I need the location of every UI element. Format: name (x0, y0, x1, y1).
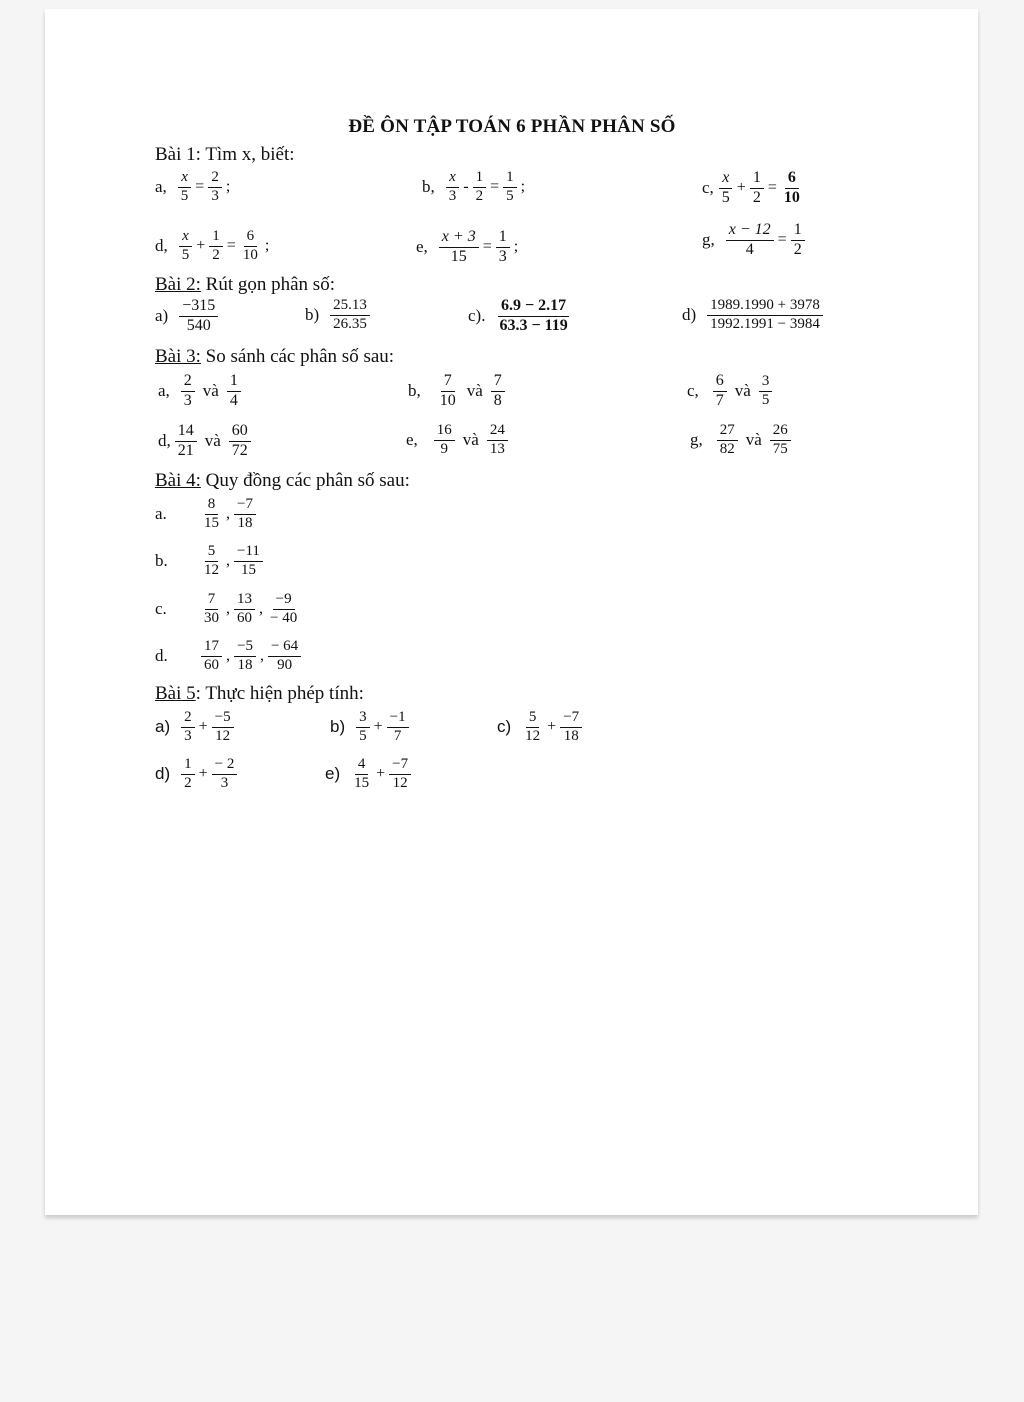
bai4-item-a: a. $\frac{8}{15}$ , $\frac{-7}{18}$ (155, 497, 258, 532)
bai4-heading: Bài 4: Quy đồng các phân số sau: (155, 470, 410, 491)
item-label: b, (408, 381, 421, 401)
fraction: $\frac{24}{13}$ (487, 423, 508, 458)
fraction: $\frac{1}{2}$ (209, 229, 223, 264)
bai5-heading: Bài 5: Thực hiện phép tính: (155, 683, 364, 704)
item-label: c. (155, 599, 167, 619)
bai3-item-e: e, $\frac{16}{9}$ và $\frac{24}{13}$ (406, 423, 510, 458)
bai3-heading: Bài 3: So sánh các phân số sau: (155, 346, 395, 367)
item-label: d) (155, 764, 171, 784)
fraction: $\frac{1}{2}$ (750, 170, 764, 207)
fraction: $\frac{7}{30}$ (204, 591, 219, 626)
fraction: $\frac{7}{8}$ (491, 373, 505, 410)
fraction: $\frac{26}{75}$ (770, 423, 791, 458)
bai2-heading: Bài 2: Rút gọn phân số: (155, 274, 335, 295)
fraction: $\frac{-7}{12}$ (389, 757, 411, 792)
fraction: $\frac{17}{60}$ (201, 639, 222, 674)
fraction: $\frac{5}{12}$ (525, 709, 541, 744)
bai1-heading: Bài 1: Tìm x, biết: (155, 144, 295, 165)
bai3-item-a: a, $\frac{2}{3}$ và $\frac{1}{4}$ (158, 373, 243, 410)
fraction: $\frac{-11}{15}$ (234, 544, 263, 579)
fraction: $\frac{16}{9}$ (434, 423, 455, 458)
item-label: c). (468, 306, 486, 326)
item-label: a) (155, 306, 169, 326)
item-label: e, (406, 430, 418, 450)
item-label: a, (155, 177, 167, 197)
item-label: a) (155, 717, 171, 737)
bai5-item-c: c) $\frac{5}{12}$ + $\frac{-7}{18}$ (497, 710, 584, 745)
bai5-item-e: e) $\frac{4}{15}$ + $\frac{-7}{12}$ (325, 757, 413, 792)
item-label: a, (158, 381, 170, 401)
fraction: $\frac{8}{15}$ (204, 496, 219, 531)
fraction: $\frac{1}{5}$ (503, 170, 517, 205)
item-label: d, (155, 236, 168, 256)
item-label: d. (155, 646, 168, 666)
fraction: $\frac{1}{2}$ (791, 222, 805, 259)
fraction: $\frac{-5}{18}$ (234, 639, 256, 674)
item-label: c) (497, 717, 512, 737)
fraction: $\frac{-5}{12}$ (212, 710, 234, 745)
item-label: a. (155, 504, 167, 524)
fraction: $\frac{-315}{540}$ (179, 298, 218, 335)
page-title: ĐỀ ÔN TẬP TOÁN 6 PHẦN PHÂN SỐ (348, 116, 676, 137)
item-label: e, (416, 237, 428, 257)
fraction: $\frac{x}{5}$ (719, 170, 733, 207)
fraction: $\frac{x}{5}$ (179, 229, 193, 264)
item-label: c, (687, 381, 699, 401)
fraction: $\frac{2}{3}$ (181, 710, 195, 745)
bai4-item-b: b. $\frac{5}{12}$ , $\frac{-11}{15}$ (155, 544, 265, 579)
item-label: d) (682, 305, 697, 325)
bai1-item-b: b, $\frac{x}{3}$ - $\frac{1}{2}$ = $\frac{1}{5}$ ; (422, 169, 526, 204)
bai3-item-b: b, $\frac{7}{10}$ và $\frac{7}{8}$ (408, 373, 507, 410)
item-label: c, (702, 178, 714, 198)
fraction: $\frac{6}{7}$ (713, 373, 727, 410)
fraction: $\frac{- 64}{90}$ (268, 639, 301, 674)
bai2-item-c (468, 298, 573, 335)
fraction: $\frac{1989.1990 + 3978}{1992.1991 - 3984}$ (707, 298, 823, 333)
bai1-item-d: d, $\frac{x}{5}$ + $\frac{1}{2}$ = $\frac{6}{10}$ ; (155, 228, 270, 263)
bai1-item-c: c, $\frac{x}{5}$ + $\frac{1}{2}$ = $\frac{6}{10}$ (702, 170, 805, 207)
fraction: $\frac{-1}{7}$ (387, 710, 409, 745)
fraction: $\frac{25.13}{26.35}$ (330, 298, 370, 333)
fraction: $\frac{3}{5}$ (759, 374, 773, 409)
fraction: $\frac{x}{3}$ (446, 170, 460, 205)
item-label: b, (422, 177, 435, 197)
fraction: $\frac{- 2}{3}$ (212, 757, 238, 792)
item-label: b. (155, 551, 168, 571)
bai2-item-d (682, 298, 825, 333)
fraction: $\frac{1}{3}$ (496, 229, 510, 266)
bai2-item-b (305, 298, 372, 333)
item-label: b) (305, 305, 320, 325)
bai5-item-d: d) $\frac{1}{2}$ + $\frac{- 2}{3}$ (155, 757, 239, 792)
bai3-item-g: g, $\frac{27}{82}$ và $\frac{26}{75}$ (690, 423, 793, 458)
item-label: g, (690, 430, 703, 450)
bai5-item-b: b) $\frac{3}{5}$ + $\frac{-1}{7}$ (330, 710, 411, 745)
fraction: $\frac{2}{3}$ (181, 373, 195, 410)
bai1-item-a: a, $\frac{x}{5}$ = $\frac{2}{3}$ ; (155, 169, 231, 204)
fraction: $\frac{-7}{18}$ (560, 710, 582, 745)
fraction: $\frac{6.9 - 2.17}{63.3 - 119}$ (499, 297, 568, 334)
fraction: $\frac{1}{2}$ (181, 757, 195, 792)
fraction: $\frac{5}{12}$ (204, 543, 219, 578)
fraction: $\frac{x + 3}{15}$ (439, 229, 479, 266)
bai1-item-g: g, $\frac{x - 12}{4}$ = $\frac{1}{2}$ (702, 222, 807, 259)
fraction: $\frac{1}{2}$ (473, 170, 487, 205)
fraction: $\frac{4}{15}$ (354, 756, 370, 791)
fraction: $\frac{x - 12}{4}$ (726, 222, 774, 259)
bai1-item-e: e, $\frac{x + 3}{15}$ = $\frac{1}{3}$ ; (416, 228, 519, 265)
fraction: $\frac{1}{4}$ (227, 373, 241, 410)
fraction: $\frac{60}{72}$ (229, 423, 251, 460)
fraction: $\frac{6}{10}$ (783, 169, 800, 206)
fraction: $\frac{x}{5}$ (178, 170, 192, 205)
item-label: e) (325, 764, 341, 784)
bai3-item-d: d, $\frac{14}{21}$ và $\frac{60}{72}$ (158, 423, 253, 460)
item-label: g, (702, 230, 715, 250)
bai2-item-a (155, 298, 220, 335)
fraction: $\frac{14}{21}$ (175, 423, 197, 460)
bai3-item-c: c, $\frac{6}{7}$ và $\frac{3}{5}$ (687, 373, 774, 410)
fraction: $\frac{7}{10}$ (439, 372, 456, 409)
bai4-item-d: d. $\frac{17}{60}$ , $\frac{-5}{18}$ , $\frac{- 64}{90}$ (155, 639, 303, 674)
fraction: $\frac{-9}{- 40}$ (270, 591, 298, 626)
fraction: $\frac{3}{5}$ (356, 710, 370, 745)
fraction: $\frac{2}{3}$ (208, 170, 222, 205)
bai5-item-a: a) $\frac{2}{3}$ + $\frac{-5}{12}$ (155, 710, 236, 745)
fraction: $\frac{-7}{18}$ (234, 497, 256, 532)
bai4-item-c: c. $\frac{7}{30}$ , $\frac{13}{60}$ , $\frac{-9}{- 40}$ (155, 592, 302, 627)
fraction: $\frac{27}{82}$ (717, 423, 738, 458)
item-label: d, (158, 431, 171, 451)
item-label: b) (330, 717, 346, 737)
fraction: $\frac{13}{60}$ (234, 592, 255, 627)
fraction: $\frac{6}{10}$ (242, 228, 258, 263)
